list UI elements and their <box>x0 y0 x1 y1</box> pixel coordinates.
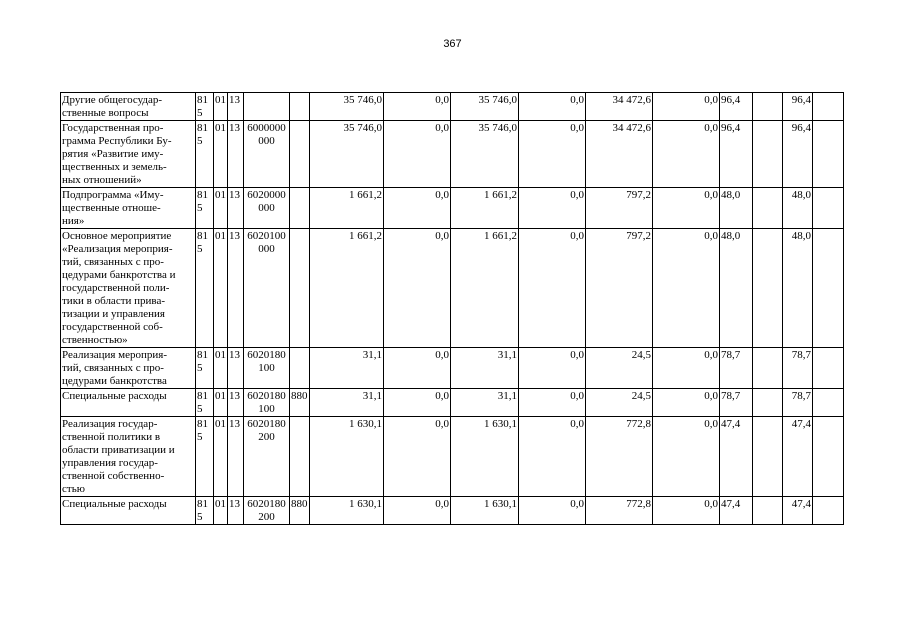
expense-type-code-cell <box>290 188 310 229</box>
target-article-code-cell: 6000000 000 <box>244 121 290 188</box>
amount-cell-6: 0,0 <box>653 188 720 229</box>
expense-type-code-cell <box>290 93 310 121</box>
table-row <box>61 348 844 389</box>
target-article-code-cell: 6020180 200 <box>244 417 290 497</box>
subsection-code-cell: 13 <box>228 389 244 417</box>
amount-cell-5: 34 472,6 <box>586 93 653 121</box>
percent-cell-1: 96,4 <box>720 121 753 188</box>
percent-cell-2: 78,7 <box>783 348 813 389</box>
percent-cell-2: 78,7 <box>783 389 813 417</box>
budget-table <box>60 92 844 525</box>
expense-type-code-cell: 880 <box>290 497 310 525</box>
empty-cell <box>753 93 783 121</box>
amount-cell-4: 0,0 <box>519 417 586 497</box>
expense-type-code-cell <box>290 348 310 389</box>
amount-cell-2: 0,0 <box>384 348 451 389</box>
amount-cell-1: 1 630,1 <box>310 497 384 525</box>
empty-cell <box>753 389 783 417</box>
subsection-code-cell: 13 <box>228 417 244 497</box>
section-code-cell: 01 <box>214 121 228 188</box>
subsection-code-cell: 13 <box>228 229 244 348</box>
percent-cell-2: 47,4 <box>783 497 813 525</box>
target-article-code-cell <box>244 93 290 121</box>
section-code-cell: 01 <box>214 389 228 417</box>
subsection-code-cell: 13 <box>228 188 244 229</box>
amount-cell-2: 0,0 <box>384 497 451 525</box>
row-name-cell: Реализация мероприя- тий, связанных с про- цедурами банкротства <box>61 348 196 389</box>
subsection-code-cell: 13 <box>228 497 244 525</box>
section-code-cell: 01 <box>214 188 228 229</box>
percent-cell-1: 47,4 <box>720 497 753 525</box>
amount-cell-3: 35 746,0 <box>451 93 519 121</box>
amount-cell-6: 0,0 <box>653 417 720 497</box>
table-row <box>61 497 844 525</box>
amount-cell-1: 35 746,0 <box>310 121 384 188</box>
amount-cell-6: 0,0 <box>653 389 720 417</box>
target-article-code-cell: 6020100 000 <box>244 229 290 348</box>
amount-cell-5: 772,8 <box>586 497 653 525</box>
amount-cell-3: 31,1 <box>451 348 519 389</box>
amount-cell-5: 24,5 <box>586 348 653 389</box>
expense-type-code-cell <box>290 121 310 188</box>
target-article-code-cell: 6020180 100 <box>244 348 290 389</box>
amount-cell-3: 1 630,1 <box>451 497 519 525</box>
amount-cell-1: 1 630,1 <box>310 417 384 497</box>
percent-cell-2: 48,0 <box>783 188 813 229</box>
empty-cell <box>813 497 844 525</box>
expense-type-code-cell: 880 <box>290 389 310 417</box>
grbs-code-cell: 815 <box>196 389 214 417</box>
subsection-code-cell: 13 <box>228 93 244 121</box>
amount-cell-2: 0,0 <box>384 121 451 188</box>
amount-cell-6: 0,0 <box>653 497 720 525</box>
amount-cell-6: 0,0 <box>653 229 720 348</box>
amount-cell-3: 1 661,2 <box>451 229 519 348</box>
percent-cell-1: 78,7 <box>720 389 753 417</box>
grbs-code-cell: 815 <box>196 188 214 229</box>
percent-cell-2: 96,4 <box>783 121 813 188</box>
amount-cell-3: 35 746,0 <box>451 121 519 188</box>
amount-cell-1: 31,1 <box>310 348 384 389</box>
empty-cell <box>753 497 783 525</box>
amount-cell-1: 35 746,0 <box>310 93 384 121</box>
amount-cell-5: 772,8 <box>586 417 653 497</box>
grbs-code-cell: 815 <box>196 497 214 525</box>
grbs-code-cell: 815 <box>196 348 214 389</box>
expense-type-code-cell <box>290 229 310 348</box>
amount-cell-2: 0,0 <box>384 229 451 348</box>
empty-cell <box>753 348 783 389</box>
percent-cell-1: 48,0 <box>720 188 753 229</box>
percent-cell-1: 78,7 <box>720 348 753 389</box>
page-number: 367 <box>443 38 462 50</box>
amount-cell-5: 797,2 <box>586 229 653 348</box>
table-row <box>61 188 844 229</box>
expense-type-code-cell <box>290 417 310 497</box>
amount-cell-4: 0,0 <box>519 188 586 229</box>
amount-cell-3: 1 630,1 <box>451 417 519 497</box>
grbs-code-cell: 815 <box>196 417 214 497</box>
empty-cell <box>753 417 783 497</box>
amount-cell-2: 0,0 <box>384 389 451 417</box>
subsection-code-cell: 13 <box>228 121 244 188</box>
grbs-code-cell: 815 <box>196 229 214 348</box>
target-article-code-cell: 6020180 100 <box>244 389 290 417</box>
table-row <box>61 417 844 497</box>
section-code-cell: 01 <box>214 417 228 497</box>
budget-table-body <box>61 93 844 525</box>
percent-cell-2: 47,4 <box>783 417 813 497</box>
percent-cell-1: 47,4 <box>720 417 753 497</box>
section-code-cell: 01 <box>214 497 228 525</box>
row-name-cell: Специальные расходы <box>61 497 196 525</box>
percent-cell-2: 96,4 <box>783 93 813 121</box>
amount-cell-4: 0,0 <box>519 348 586 389</box>
amount-cell-2: 0,0 <box>384 417 451 497</box>
amount-cell-5: 24,5 <box>586 389 653 417</box>
amount-cell-3: 31,1 <box>451 389 519 417</box>
empty-cell <box>813 389 844 417</box>
section-code-cell: 01 <box>214 348 228 389</box>
amount-cell-5: 34 472,6 <box>586 121 653 188</box>
row-name-cell: Государственная про- грамма Республики Бу- рятия «Развитие иму- щественных и земель- ных отношений» <box>61 121 196 188</box>
amount-cell-4: 0,0 <box>519 389 586 417</box>
table-row <box>61 93 844 121</box>
amount-cell-1: 1 661,2 <box>310 188 384 229</box>
amount-cell-4: 0,0 <box>519 93 586 121</box>
amount-cell-2: 0,0 <box>384 188 451 229</box>
empty-cell <box>813 417 844 497</box>
amount-cell-4: 0,0 <box>519 121 586 188</box>
section-code-cell: 01 <box>214 93 228 121</box>
grbs-code-cell: 815 <box>196 121 214 188</box>
empty-cell <box>813 121 844 188</box>
table-row <box>61 229 844 348</box>
amount-cell-5: 797,2 <box>586 188 653 229</box>
amount-cell-6: 0,0 <box>653 121 720 188</box>
percent-cell-2: 48,0 <box>783 229 813 348</box>
empty-cell <box>753 188 783 229</box>
row-name-cell: Подпрограмма «Иму- щественные отноше- ния» <box>61 188 196 229</box>
subsection-code-cell: 13 <box>228 348 244 389</box>
target-article-code-cell: 6020180 200 <box>244 497 290 525</box>
amount-cell-6: 0,0 <box>653 93 720 121</box>
table-row <box>61 389 844 417</box>
empty-cell <box>813 348 844 389</box>
target-article-code-cell: 6020000 000 <box>244 188 290 229</box>
table-row <box>61 121 844 188</box>
empty-cell <box>813 229 844 348</box>
percent-cell-1: 48,0 <box>720 229 753 348</box>
row-name-cell: Специальные расходы <box>61 389 196 417</box>
empty-cell <box>813 188 844 229</box>
empty-cell <box>813 93 844 121</box>
amount-cell-3: 1 661,2 <box>451 188 519 229</box>
amount-cell-2: 0,0 <box>384 93 451 121</box>
amount-cell-1: 31,1 <box>310 389 384 417</box>
amount-cell-1: 1 661,2 <box>310 229 384 348</box>
row-name-cell: Другие общегосудар- ственные вопросы <box>61 93 196 121</box>
row-name-cell: Основное мероприятие «Реализация мероприя- тий, связанных с про- цедурами банкротства и государственной поли- тики в области прива- тизации и управления государственной соб- ственностью» <box>61 229 196 348</box>
grbs-code-cell: 815 <box>196 93 214 121</box>
row-name-cell: Реализация государ- ственной политики в области приватизации и управления государ- ственной собственно- стью <box>61 417 196 497</box>
amount-cell-4: 0,0 <box>519 497 586 525</box>
empty-cell <box>753 121 783 188</box>
section-code-cell: 01 <box>214 229 228 348</box>
amount-cell-6: 0,0 <box>653 348 720 389</box>
percent-cell-1: 96,4 <box>720 93 753 121</box>
amount-cell-4: 0,0 <box>519 229 586 348</box>
empty-cell <box>753 229 783 348</box>
